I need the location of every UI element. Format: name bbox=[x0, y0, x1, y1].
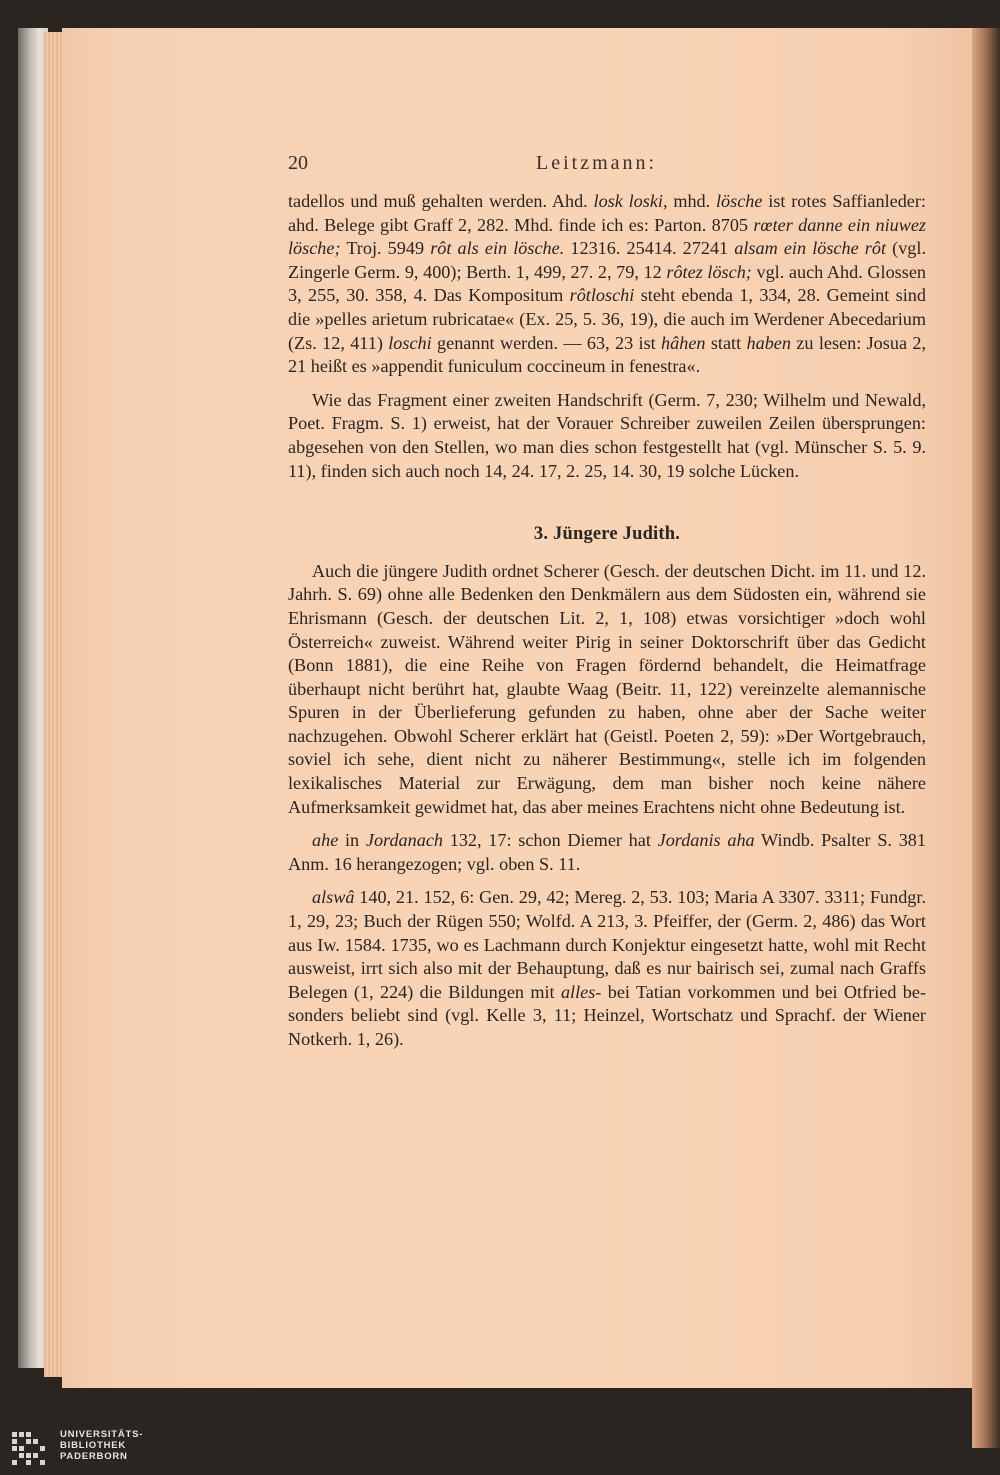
italic-term: Jordanach bbox=[365, 830, 443, 851]
logo-line: PADERBORN bbox=[60, 1451, 128, 1462]
logo-line: UNIVERSITÄTS- bbox=[60, 1429, 144, 1440]
logo-line: BIBLIOTHEK bbox=[60, 1440, 127, 1451]
italic-term: rôt als ein lösche. bbox=[430, 238, 565, 259]
italic-term: Jordanis aha bbox=[657, 830, 755, 851]
page-header bbox=[288, 152, 928, 178]
paragraph: tadellos und muß gehalten werden. Ahd. losk loski, mhd. lösche ist rotes Saffianleder: ahd. Belege gibt Graff 2, 282. Mhd. finde ich es: Parton. 8705 rœter danne ein niuwez lösche; Troj. 5949 rôt als ein lösche. 12316. 25414. 27241 alsam ein lösche rôt (vgl. Zingerle Germ. 9, 400); Berth. 1, 499, 27. 2, 79, 12 rôtez lösch; vgl. auch Ahd. Glossen 3, 255, 30. 358, 4. Das Kompositum rôtloschi steht ebenda 1, 334, 28. Gemeint sind die »pelles arietum rubricatae« (Ex. 25, 5. 36, 19), die auch im Werdener Abecedarium (Zs. 12, 411) loschi genannt werden. — 63, 23 ist hâhen statt haben zu lesen: Josua 2, 21 heißt es »appendit funiculum coccineum in fenestra«. bbox=[288, 191, 926, 377]
paragraph: alswâ 140, 21. 152, 6: Gen. 29, 42; Mereg. 2, 53. 103; Maria A 3307. 3311; Fundgr. 1, 29, 23; Buch der Rügen 550; Wolfd. A 213, 3. Pfeiffer, der (Germ. 2, 486) das Wort aus Iw. 1584. 1735, wo es Lachmann durch Konjektur eingesetzt hatte, wohl mit Recht ausweist, irrt sich also mit der Behauptung, daß es nur bairisch sei, zumal nach Graffs Belegen (1, 224) die Bildungen mit alles- bei Tatian vorkommen und bei Otfried be-sonders beliebt sind (vgl. Kelle 3, 11; Heinzel, Wortschatz und Sprachf. der Wiener Notkerh. 1, 26). bbox=[288, 887, 926, 1049]
page-body bbox=[288, 190, 926, 1052]
italic-term: ahe bbox=[312, 830, 339, 851]
italic-term: alswâ bbox=[312, 887, 355, 908]
italic-term: alsam ein lösche rôt bbox=[734, 238, 887, 259]
italic-term: rôtez lösch; bbox=[666, 261, 752, 282]
section-title: 3. Jüngere Judith. bbox=[533, 524, 681, 545]
italic-term: losk loski, bbox=[593, 191, 668, 211]
page-number: 20 bbox=[288, 152, 308, 174]
italic-term: alles- bbox=[560, 981, 602, 1002]
library-logo bbox=[10, 1428, 170, 1470]
italic-term: loschi bbox=[388, 332, 432, 353]
italic-term: haben bbox=[746, 332, 791, 353]
running-head: Leitzmann: bbox=[536, 152, 658, 174]
paragraph: Wie das Fragment einer zweiten Handschrift (Germ. 7, 230; Wilhelm und Newald, Poet. Fragm. S. 1) erweist, hat der Vorauer Schreiber zuweilen Zeilen übersprungen: abgesehen von den Stellen, wo man dies schon festgestellt hat (vgl. Münscher S. 5. 9. 11), finden sich auch noch 14, 24. 17, 2. 25, 14. 30, 19 solche Lücken. bbox=[288, 389, 926, 481]
book-gutter bbox=[972, 28, 1000, 1448]
paragraph: Auch die jüngere Judith ordnet Scherer (Gesch. der deutschen Dicht. im 11. und 12. Jahrh. S. 69) ohne alle Bedenken den Denkmälern aus dem Südosten ein, während sie Ehrismann (Gesch. der deutschen Lit. 2, 1, 108) etwas vorsichtiger »doch wohl Österreich« zuweist. Während weiter Pirig in seiner Doktorschrift über das Gedicht (Bonn 1881), die eine Reihe von Fragen fördernd behandelt, die Heimatfrage überhaupt nicht berührt hat, glaubte Waag (Beitr. 11, 122) vereinzelte alemannische Spuren in der Überlieferung gefunden zu haben, ohne aber der Sache weiter nachzugehen. Obwohl Scherer erklärt hat (Geistl. Poeten 2, 59): »Der Wortgebrauch, soviel ich sehe, dient nicht zu näherer Bestimmung«, stelle ich im folgenden lexikalisches Material zur Erwägung, dem man bisher noch keine nähere Aufmerksamkeit gewidmet hat, das aber meines Erachtens nicht ohne Bedeutung ist. bbox=[288, 560, 926, 817]
italic-term: lösche bbox=[716, 191, 763, 211]
library-logo-icon bbox=[10, 1430, 54, 1468]
paragraph: ahe in Jordanach 132, 17: schon Diemer hat Jordanis aha Windb. Psalter S. 381 Anm. 16 herangezogen; vgl. oben S. 11. bbox=[288, 830, 926, 874]
italic-term: rôtloschi bbox=[569, 285, 635, 306]
italic-term: hâhen bbox=[661, 332, 706, 353]
italic-term: rœter danne ein niuwez lösche; bbox=[288, 214, 926, 259]
